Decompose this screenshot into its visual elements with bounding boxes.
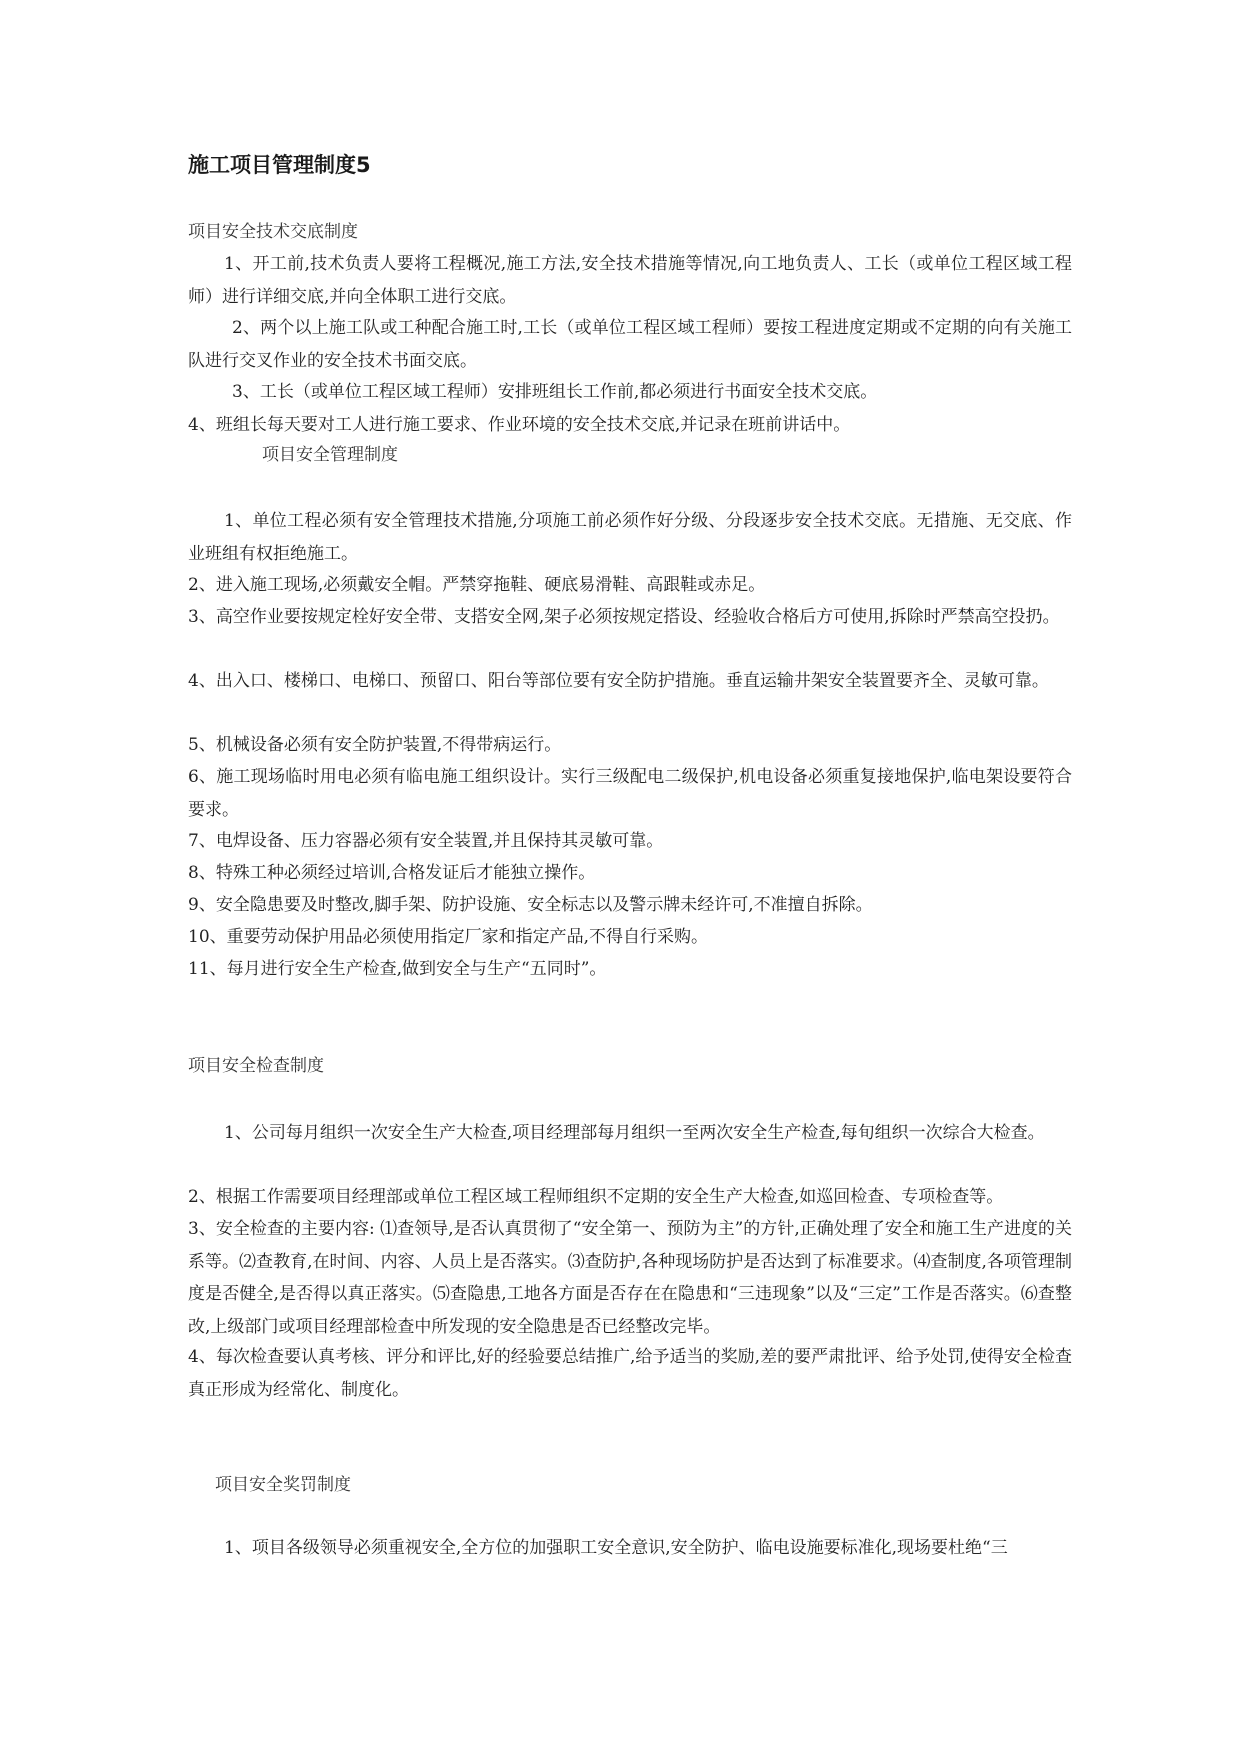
- paragraph-safety-management-10: 10、重要劳动保护用品必须使用指定厂家和指定产品,不得自行采购。: [188, 927, 709, 947]
- paragraph-safety-management-6: 6、施工现场临时用电必须有临电施工组织设计。实行三级配电二级保护,机电设备必须重复接地保护,临电架设要符合要求。: [188, 767, 1072, 820]
- paragraph-safety-management-3: 3、高空作业要按规定栓好安全带、支搭安全网,架子必须按规定搭设、经验收合格后方可使用,拆除时严禁高空投扔。: [188, 607, 1060, 627]
- paragraph-safety-inspection-3: 3、安全检查的主要内容: ⑴查领导,是否认真贯彻了“安全第一、预防为主”的方针,正确处理了安全和施工生产进度的关系等。⑵查教育,在时间、内容、人员上是否落实。⑶查防护,各种现场防护是否达到了标准要求。⑷查制度,各项管理制度是否健全,是否得以真正落实。⑸查隐患,工地各方面是否存在在隐患和“三违现象”以及“三定”工作是否落实。⑹查整改,上级部门或项目经理部检查中所发现的安全隐患是否已经整改完毕。: [188, 1219, 1072, 1337]
- paragraph-safety-inspection-2: 2、根据工作需要项目经理部或单位工程区域工程师组织不定期的安全生产大检查,如巡回检查、专项检查等。: [188, 1187, 1004, 1207]
- paragraph-tech-briefing-2: 2、两个以上施工队或工种配合施工时,工长（或单位工程区域工程师）要按工程进度定期或不定期的向有关施工队进行交叉作业的安全技术书面交底。: [188, 318, 1072, 371]
- section-heading-rewards-penalties: 项目安全奖罚制度: [215, 1475, 351, 1495]
- paragraph-safety-management-9: 9、安全隐患要及时整改,脚手架、防护设施、安全标志以及警示牌未经许可,不准擅自拆除。: [188, 895, 873, 915]
- paragraph-safety-inspection-1: 1、公司每月组织一次安全生产大检查,项目经理部每月组织一至两次安全生产检查,每旬组织一次综合大检查。: [224, 1123, 1045, 1143]
- paragraph-safety-management-7: 7、电焊设备、压力容器必须有安全装置,并且保持其灵敏可靠。: [188, 831, 664, 851]
- paragraph-tech-briefing-3: 3、工长（或单位工程区域工程师）安排班组长工作前,都必须进行书面安全技术交底。: [232, 382, 878, 402]
- paragraph-safety-inspection-4: 4、每次检查要认真考核、评分和评比,好的经验要总结推广,给予适当的奖励,差的要严肃批评、给予处罚,使得安全检查真正形成为经常化、制度化。: [188, 1347, 1072, 1400]
- document-title: 施工项目管理制度5: [188, 153, 371, 177]
- paragraph-tech-briefing-1: 1、开工前,技术负责人要将工程概况,施工方法,安全技术措施等情况,向工地负责人、工长（或单位工程区域工程师）进行详细交底,并向全体职工进行交底。: [188, 254, 1072, 307]
- paragraph-safety-management-4: 4、出入口、楼梯口、电梯口、预留口、阳台等部位要有安全防护措施。垂直运输井架安全装置要齐全、灵敏可靠。: [188, 671, 1049, 691]
- paragraph-safety-management-1: 1、单位工程必须有安全管理技术措施,分项施工前必须作好分级、分段逐步安全技术交底。无措施、无交底、作业班组有权拒绝施工。: [188, 511, 1072, 564]
- paragraph-safety-management-8: 8、特殊工种必须经过培训,合格发证后才能独立操作。: [188, 863, 596, 883]
- section-heading-safety-management: 项目安全管理制度: [262, 445, 398, 465]
- paragraph-tech-briefing-4: 4、班组长每天要对工人进行施工要求、作业环境的安全技术交底,并记录在班前讲话中。: [188, 415, 851, 435]
- paragraph-safety-management-11: 11、每月进行安全生产检查,做到安全与生产“五同时”。: [188, 959, 607, 979]
- section-heading-safety-inspection: 项目安全检查制度: [188, 1056, 324, 1076]
- section-heading-tech-briefing: 项目安全技术交底制度: [188, 222, 358, 242]
- paragraph-safety-management-2: 2、进入施工现场,必须戴安全帽。严禁穿拖鞋、硬底易滑鞋、高跟鞋或赤足。: [188, 575, 766, 595]
- paragraph-rewards-penalties-1: 1、项目各级领导必须重视安全,全方位的加强职工安全意识,安全防护、临电设施要标准化,现场要杜绝“三: [224, 1538, 1008, 1558]
- paragraph-safety-management-5: 5、机械设备必须有安全防护装置,不得带病运行。: [188, 735, 562, 755]
